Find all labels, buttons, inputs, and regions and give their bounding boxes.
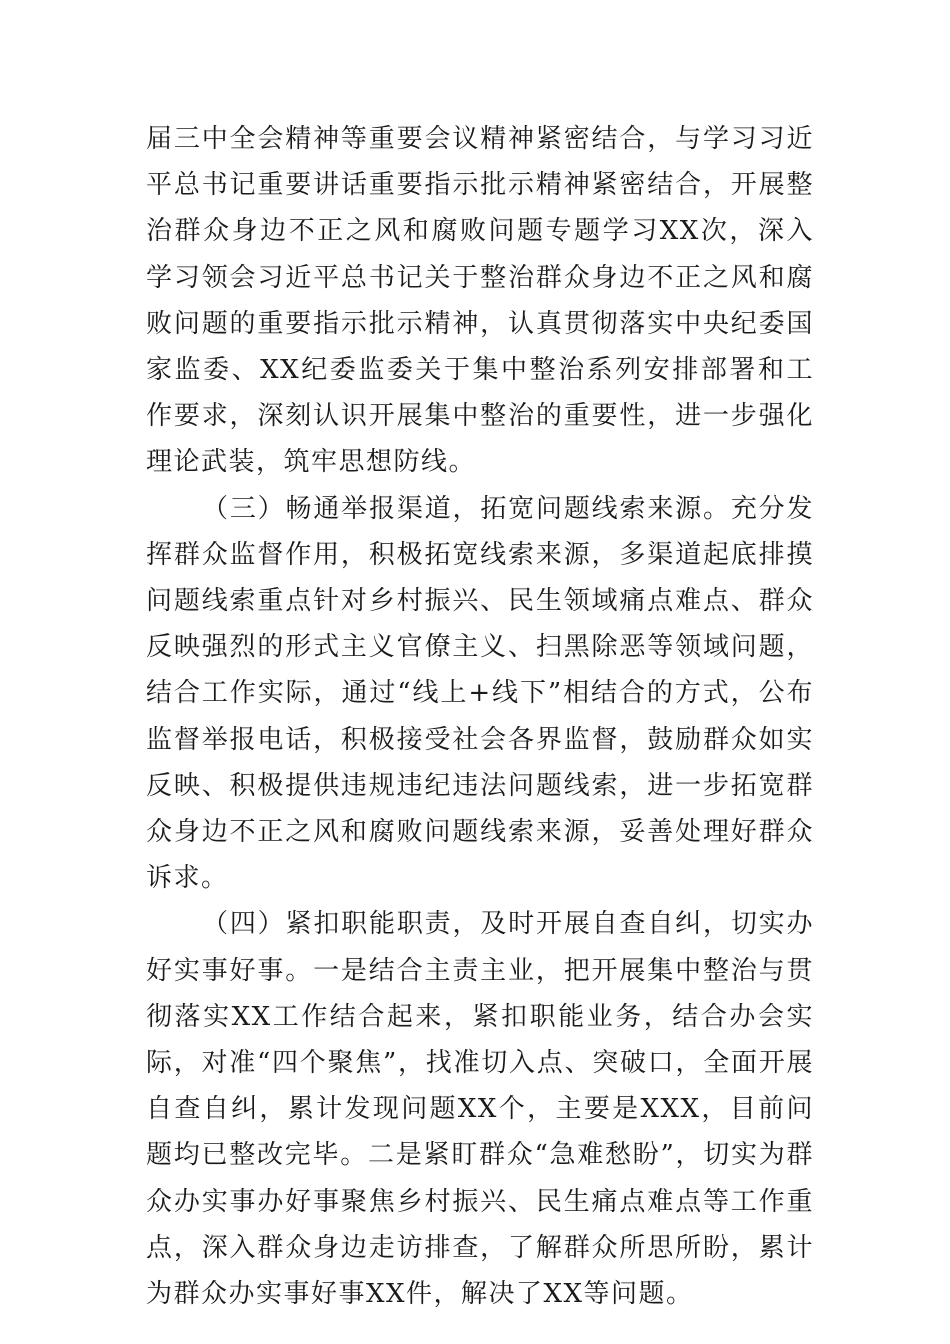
document-page [146, 116, 814, 1317]
body-paragraph-section-3: （三）畅通举报渠道，拓宽问题线索来源。充分发挥群众监督作用，积极拓宽线索来源，多渠道起底排摸问题线索重点针对乡村振兴、民生领域痛点难点、群众反映强烈的形式主义官僚主义、扫黑除恶等领域问题，结合工作实际，通过“线上+线下”相结合的方式，公布监督举报电话，积极接受社会各界监督，鼓励群众如实反映、积极提供违规违纪违法问题线索，进一步拓宽群众身边不正之风和腐败问题线索来源，妥善处理好群众诉求。 [146, 493, 814, 894]
body-paragraph-section-4: （四）紧扣职能职责，及时开展自查自纠，切实办好实事好事。一是结合主责主业，把开展集中整治与贯彻落实XX工作结合起来，紧扣职能业务，结合办会实际，对准“四个聚焦”，找准切入点、突破口，全面开展自查自纠，累计发现问题XX个，主要是XXX，目前问题均已整改完毕。二是紧盯群众“急难愁盼”，切实为群众办实事办好事聚焦乡村振兴、民生痛点难点等工作重点，深入群众身边走访排查，了解群众所思所盼，累计为群众办实事好事XX件，解决了XX等问题。 [146, 909, 814, 1310]
body-paragraph-continuation: 届三中全会精神等重要会议精神紧密结合，与学习习近平总书记重要讲话重要指示批示精神紧密结合，开展整治群众身边不正之风和腐败问题专题学习XX次，深入学习领会习近平总书记关于整治群众身边不正之风和腐败问题的重要指示批示精神，认真贯彻落实中央纪委国家监委、XX纪委监委关于集中整治系列安排部署和工作要求，深刻认识开展集中整治的重要性，进一步强化理论武装，筑牢思想防线。 [146, 124, 814, 478]
